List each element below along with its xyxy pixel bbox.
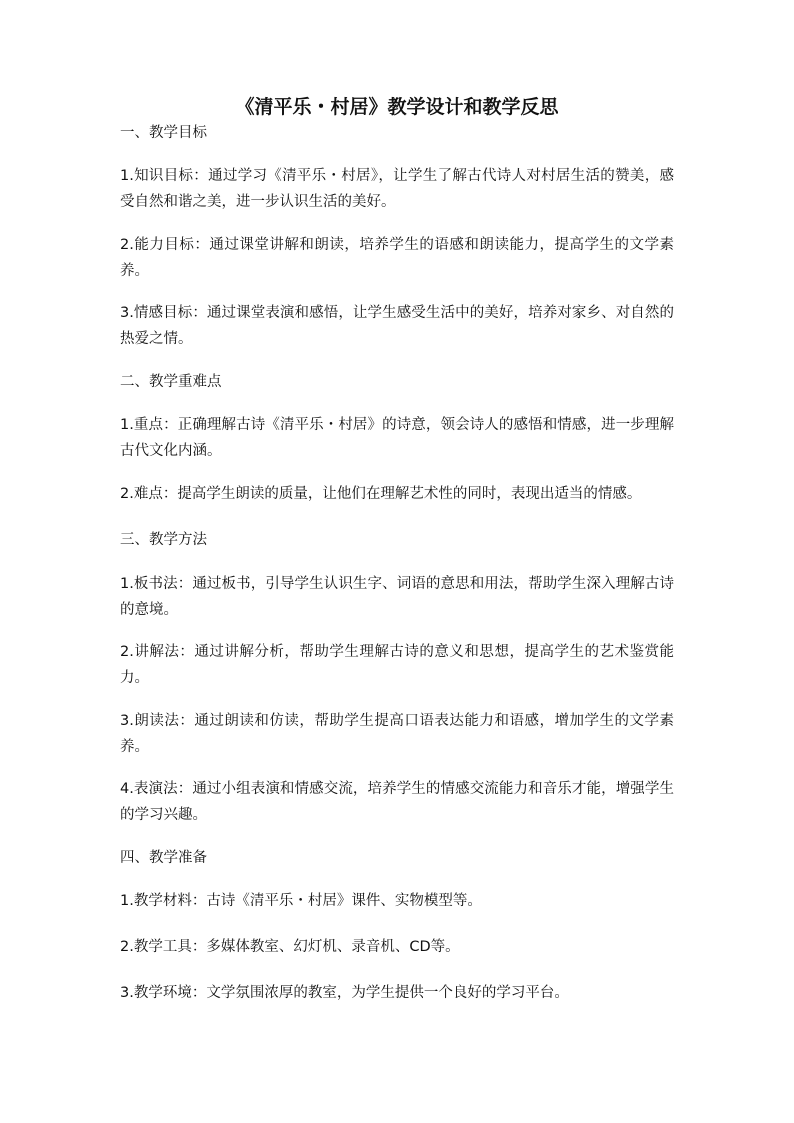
paragraph-prep-environment: 3.教学环境：文学氛围浓厚的教室，为学生提供一个良好的学习平台。 [120,985,569,1001]
paragraph-prep-materials: 1.教学材料：古诗《清平乐・村居》课件、实物模型等。 [120,893,482,909]
section-heading-preparation: 四、教学准备 [120,850,207,866]
section-heading-methods: 三、教学方法 [120,532,207,548]
paragraph-prep-tools: 2.教学工具：多媒体教室、幻灯机、录音机、CD等。 [120,939,460,955]
document-title: 《清平乐・村居》教学设计和教学反思 [235,96,559,118]
paragraph-key-point: 1.重点：正确理解古诗《清平乐・村居》的诗意，领会诗人的感悟和情感，进一步理解古代文化内涵。 [120,417,674,459]
paragraph-method-blackboard: 1.板书法：通过板书，引导学生认识生字、词语的意思和用法，帮助学生深入理解古诗的意境。 [120,576,674,618]
paragraph-objective-emotion: 3.情感目标：通过课堂表演和感悟，让学生感受生活中的美好，培养对家乡、对自然的热爱之情。 [120,305,674,347]
section-heading-objectives: 一、教学目标 [120,125,207,141]
paragraph-method-performance: 4.表演法：通过小组表演和情感交流，培养学生的情感交流能力和音乐才能，增强学生的学习兴趣。 [120,781,674,823]
paragraph-objective-knowledge: 1.知识目标：通过学习《清平乐・村居》，让学生了解古代诗人对村居生活的赞美，感受自然和谐之美，进一步认识生活的美好。 [120,168,674,210]
section-heading-key-points: 二、教学重难点 [120,374,222,390]
paragraph-objective-ability: 2.能力目标：通过课堂讲解和朗读，培养学生的语感和朗读能力，提高学生的文学素养。 [120,237,674,279]
paragraph-method-lecture: 2.讲解法：通过讲解分析，帮助学生理解古诗的意义和思想，提高学生的艺术鉴赏能力。 [120,644,674,686]
paragraph-difficult-point: 2.难点：提高学生朗读的质量，让他们在理解艺术性的同时，表现出适当的情感。 [120,486,642,502]
paragraph-method-reading: 3.朗读法：通过朗读和仿读，帮助学生提高口语表达能力和语感，增加学生的文学素养。 [120,713,674,755]
